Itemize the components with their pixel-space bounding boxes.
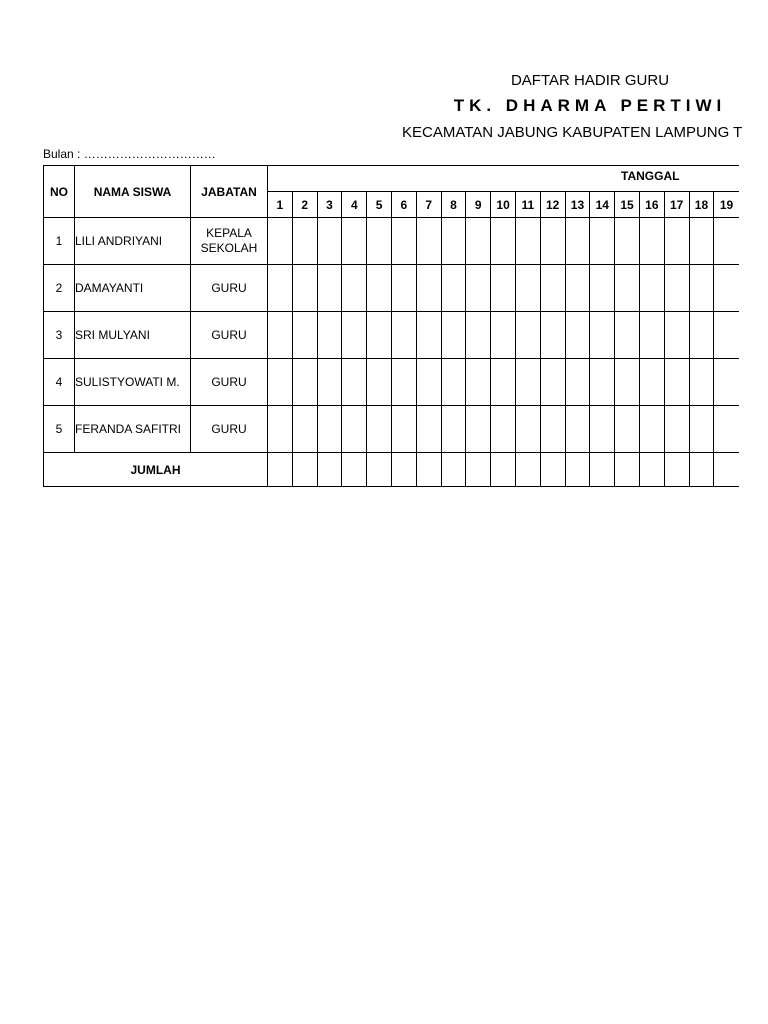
day-header: 18 bbox=[689, 192, 714, 218]
total-cell bbox=[317, 453, 342, 487]
attendance-cell bbox=[367, 218, 392, 265]
attendance-cell bbox=[639, 265, 664, 312]
attendance-cell bbox=[565, 312, 590, 359]
total-cell bbox=[639, 453, 664, 487]
attendance-cell bbox=[565, 265, 590, 312]
attendance-cell bbox=[441, 218, 466, 265]
attendance-cell bbox=[466, 406, 491, 453]
table-row bbox=[44, 265, 739, 312]
attendance-cell bbox=[689, 359, 714, 406]
attendance-cell bbox=[515, 218, 540, 265]
attendance-cell bbox=[714, 265, 739, 312]
total-cell bbox=[391, 453, 416, 487]
attendance-cell bbox=[441, 406, 466, 453]
teacher-name: FERANDA SAFITRI bbox=[75, 406, 191, 453]
attendance-cell bbox=[491, 312, 516, 359]
attendance-cell bbox=[689, 406, 714, 453]
attendance-cell bbox=[689, 218, 714, 265]
day-header: 10 bbox=[491, 192, 516, 218]
attendance-cell bbox=[515, 312, 540, 359]
attendance-cell bbox=[689, 312, 714, 359]
attendance-cell bbox=[639, 359, 664, 406]
attendance-cell bbox=[342, 359, 367, 406]
attendance-cell bbox=[292, 312, 317, 359]
attendance-cell bbox=[639, 218, 664, 265]
attendance-cell bbox=[317, 312, 342, 359]
header-tanggal: TANGGAL bbox=[268, 166, 739, 192]
total-cell bbox=[540, 453, 565, 487]
teacher-position: KEPALA SEKOLAH bbox=[191, 218, 268, 265]
total-row bbox=[44, 453, 739, 487]
table-row bbox=[44, 406, 739, 453]
attendance-cell bbox=[590, 218, 615, 265]
attendance-cell bbox=[615, 406, 640, 453]
attendance-cell bbox=[441, 265, 466, 312]
header-jabatan: JABATAN bbox=[191, 166, 268, 218]
day-header: 19 bbox=[714, 192, 739, 218]
attendance-cell bbox=[367, 359, 392, 406]
attendance-cell bbox=[615, 312, 640, 359]
total-cell bbox=[491, 453, 516, 487]
attendance-cell bbox=[540, 359, 565, 406]
attendance-cell bbox=[441, 312, 466, 359]
attendance-cell bbox=[540, 218, 565, 265]
total-cell bbox=[689, 453, 714, 487]
teacher-position: GURU bbox=[191, 265, 268, 312]
attendance-cell bbox=[714, 312, 739, 359]
attendance-cell bbox=[391, 265, 416, 312]
teacher-position: GURU bbox=[191, 312, 268, 359]
attendance-cell bbox=[639, 406, 664, 453]
header-no: NO bbox=[44, 166, 75, 218]
attendance-cell bbox=[714, 406, 739, 453]
total-cell bbox=[615, 453, 640, 487]
row-number: 5 bbox=[44, 406, 75, 453]
attendance-cell bbox=[565, 406, 590, 453]
attendance-cell bbox=[590, 406, 615, 453]
total-label: JUMLAH bbox=[44, 453, 268, 487]
school-name: TK. DHARMA PERTIWI bbox=[453, 96, 727, 115]
total-cell bbox=[416, 453, 441, 487]
day-header: 7 bbox=[416, 192, 441, 218]
attendance-cell bbox=[639, 312, 664, 359]
attendance-cell bbox=[441, 359, 466, 406]
table-row bbox=[44, 359, 739, 406]
attendance-cell bbox=[367, 406, 392, 453]
day-header: 3 bbox=[317, 192, 342, 218]
row-number: 1 bbox=[44, 218, 75, 265]
document-title: DAFTAR HADIR GURU bbox=[510, 72, 670, 89]
header-row bbox=[44, 166, 739, 192]
attendance-cell bbox=[416, 406, 441, 453]
attendance-cell bbox=[466, 218, 491, 265]
total-cell bbox=[714, 453, 739, 487]
attendance-cell bbox=[342, 312, 367, 359]
day-header: 8 bbox=[441, 192, 466, 218]
day-header: 14 bbox=[590, 192, 615, 218]
attendance-cell bbox=[491, 406, 516, 453]
attendance-cell bbox=[540, 312, 565, 359]
attendance-cell bbox=[590, 312, 615, 359]
day-header: 13 bbox=[565, 192, 590, 218]
teacher-name: SULISTYOWATI M. bbox=[75, 359, 191, 406]
attendance-cell bbox=[714, 218, 739, 265]
attendance-cell bbox=[664, 218, 689, 265]
attendance-cell bbox=[714, 359, 739, 406]
attendance-cell bbox=[292, 218, 317, 265]
attendance-cell bbox=[292, 406, 317, 453]
day-header: 6 bbox=[391, 192, 416, 218]
attendance-cell bbox=[466, 312, 491, 359]
attendance-cell bbox=[416, 218, 441, 265]
total-cell bbox=[367, 453, 392, 487]
attendance-cell bbox=[268, 406, 293, 453]
day-header: 15 bbox=[615, 192, 640, 218]
row-number: 4 bbox=[44, 359, 75, 406]
attendance-cell bbox=[540, 265, 565, 312]
attendance-cell bbox=[590, 359, 615, 406]
day-header: 4 bbox=[342, 192, 367, 218]
attendance-cell bbox=[466, 265, 491, 312]
day-header: 17 bbox=[664, 192, 689, 218]
attendance-cell bbox=[565, 359, 590, 406]
attendance-cell bbox=[317, 359, 342, 406]
attendance-cell bbox=[515, 406, 540, 453]
attendance-cell bbox=[317, 406, 342, 453]
attendance-cell bbox=[342, 406, 367, 453]
attendance-cell bbox=[342, 265, 367, 312]
teacher-name: DAMAYANTI bbox=[75, 265, 191, 312]
attendance-cell bbox=[416, 359, 441, 406]
attendance-cell bbox=[391, 406, 416, 453]
attendance-cell bbox=[292, 359, 317, 406]
total-cell bbox=[441, 453, 466, 487]
attendance-cell bbox=[268, 359, 293, 406]
attendance-cell bbox=[391, 218, 416, 265]
day-header: 11 bbox=[515, 192, 540, 218]
day-header: 5 bbox=[367, 192, 392, 218]
attendance-cell bbox=[317, 265, 342, 312]
attendance-cell bbox=[342, 218, 367, 265]
total-cell bbox=[590, 453, 615, 487]
attendance-cell bbox=[515, 265, 540, 312]
day-header: 9 bbox=[466, 192, 491, 218]
attendance-cell bbox=[615, 359, 640, 406]
total-cell bbox=[466, 453, 491, 487]
day-header: 16 bbox=[639, 192, 664, 218]
attendance-cell bbox=[268, 312, 293, 359]
school-location: KECAMATAN JABUNG KABUPATEN LAMPUNG T bbox=[402, 124, 743, 141]
day-header: 1 bbox=[268, 192, 293, 218]
teacher-name: SRI MULYANI bbox=[75, 312, 191, 359]
attendance-cell bbox=[664, 359, 689, 406]
attendance-cell bbox=[515, 359, 540, 406]
attendance-table bbox=[43, 165, 739, 487]
attendance-cell bbox=[491, 359, 516, 406]
total-cell bbox=[515, 453, 540, 487]
attendance-cell bbox=[367, 265, 392, 312]
total-cell bbox=[268, 453, 293, 487]
attendance-cell bbox=[615, 218, 640, 265]
attendance-cell bbox=[565, 218, 590, 265]
attendance-cell bbox=[292, 265, 317, 312]
attendance-cell bbox=[664, 312, 689, 359]
attendance-cell bbox=[664, 265, 689, 312]
month-field: Bulan : …………………………… bbox=[43, 147, 216, 161]
header-name: NAMA SISWA bbox=[75, 166, 191, 218]
day-header: 2 bbox=[292, 192, 317, 218]
attendance-cell bbox=[391, 359, 416, 406]
attendance-cell bbox=[689, 265, 714, 312]
attendance-cell bbox=[268, 265, 293, 312]
attendance-cell bbox=[664, 406, 689, 453]
attendance-cell bbox=[491, 265, 516, 312]
teacher-position: GURU bbox=[191, 359, 268, 406]
attendance-cell bbox=[367, 312, 392, 359]
attendance-cell bbox=[491, 218, 516, 265]
total-cell bbox=[565, 453, 590, 487]
day-header: 12 bbox=[540, 192, 565, 218]
table-row bbox=[44, 312, 739, 359]
table-row bbox=[44, 218, 739, 265]
attendance-cell bbox=[416, 265, 441, 312]
attendance-cell bbox=[615, 265, 640, 312]
attendance-cell bbox=[317, 218, 342, 265]
teacher-position: GURU bbox=[191, 406, 268, 453]
attendance-cell bbox=[416, 312, 441, 359]
row-number: 3 bbox=[44, 312, 75, 359]
teacher-name: LILI ANDRIYANI bbox=[75, 218, 191, 265]
total-cell bbox=[292, 453, 317, 487]
row-number: 2 bbox=[44, 265, 75, 312]
attendance-cell bbox=[540, 406, 565, 453]
total-cell bbox=[342, 453, 367, 487]
total-cell bbox=[664, 453, 689, 487]
attendance-cell bbox=[466, 359, 491, 406]
attendance-cell bbox=[268, 218, 293, 265]
attendance-cell bbox=[590, 265, 615, 312]
attendance-cell bbox=[391, 312, 416, 359]
